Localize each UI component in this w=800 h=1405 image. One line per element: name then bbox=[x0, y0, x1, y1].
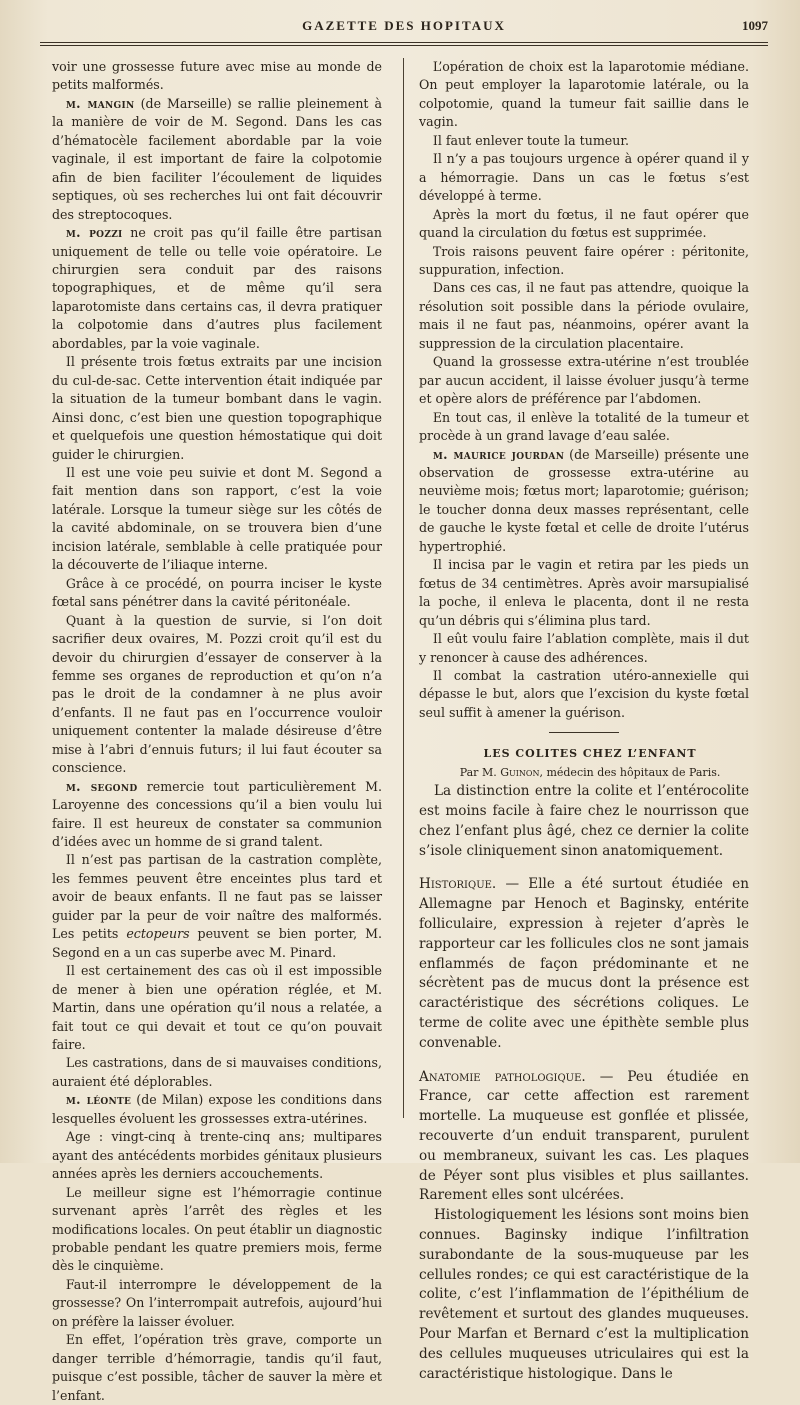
paragraph-text: (de Marseille) présente une observation de grossesse extra-utérine au neuvième mois; fœtus mort; laparotomie; guérison; le toucher donna deux masses représentant, celle de gauche le kyste fœtal et celle de droite l’utérus hypertrophié. bbox=[419, 446, 749, 554]
paragraph: Faut-il interrompre le développement de la grossesse? On l’interrompait autrefois, aujourd’hui on préfère la laisser évoluer. bbox=[52, 1276, 382, 1329]
journal-title: GAZETTE DES HOPITAUX bbox=[302, 18, 506, 33]
paragraph: Trois raisons peuvent faire opérer : péritonite, suppuration, infection. bbox=[419, 243, 749, 277]
paragraph: Il n’y a pas toujours urgence à opérer quand il y a hémorragie. Dans un cas le fœtus s’est développé à terme. bbox=[419, 151, 749, 204]
paragraph: Il présente trois fœtus extraits par une incision du cul-de-sac. Cette intervention était indiquée par la situation de la tumeur bombant dans le vagin. Ainsi donc, c’est bien une question topographique et quelquefois une question hémostatique qui doit guider le chirurgien. bbox=[52, 354, 382, 462]
paragraph: La distinction entre la colite et l’entérocolite est moins facile à faire chez le nourrisson que chez l’enfant plus âgé, chez ce dernier la colite s’isole cliniquement sinon anatomiquement. bbox=[419, 783, 749, 859]
page-header bbox=[40, 18, 768, 40]
section-heading: Historique. bbox=[419, 876, 497, 893]
paragraph-text: Il n’est pas partisan de la castration complète, les femmes peuvent être enceintes plus tard et avoir de beaux enfants. Il ne faut pas se laisser guider par la peur de voir naître des malformés. Les petits bbox=[52, 852, 382, 942]
paragraph-text: (de Marseille) se rallie pleinement à la manière de voir de M. Segond. Dans les cas d’hématocèle facilement abordable par la voie vaginale, il est important de faire la colpotomie afin de bien faciliter l’écoulement de liquides septiques, où ses recherches lui ont fait découvrir des streptocoques. bbox=[52, 95, 382, 222]
paragraph bbox=[52, 1091, 382, 1128]
author-prefix: Par M. bbox=[459, 765, 501, 779]
paragraph: Le meilleur signe est l’hémorragie continue survenant après l’arrêt des règles et les modifications locales. On peut établir un diagnostic probable pendant les quatre premiers mois, ferme dès le cinquième. bbox=[52, 1184, 382, 1274]
spacer bbox=[419, 1054, 749, 1068]
speaker-name: m. segond bbox=[65, 778, 138, 794]
paragraph: Après la mort du fœtus, il ne faut opérer que quand la circulation du fœtus est supprimée. bbox=[419, 206, 749, 241]
paragraph: Grâce à ce procédé, on pourra inciser le kyste fœtal sans pénétrer dans la cavité péritonéale. bbox=[52, 575, 382, 610]
paragraph bbox=[52, 224, 382, 353]
paragraph bbox=[52, 95, 382, 224]
paragraph: Il est certainement des cas où il est impossible de mener à bien une opération réglée, et M. Martin, dans une opération qu’il nous a relatée, a fait tout ce qui devait et tout ce qu’on pouvait faire. bbox=[52, 963, 382, 1053]
paragraph: Quant à la question de survie, si l’on doit sacrifier deux ovaires, M. Pozzi croit qu’il est du devoir du chirurgien d’essayer de conserver à la femme ses organes de reproduction et qu’on n’a pas le droit de la condamner à ne plus avoir d’enfants. Il ne faut pas en l’occurrence vouloir uniquement contenter la malade désireuse d’être mise à l’abri d’ennuis futurs; il lui faut écouter sa conscience. bbox=[52, 612, 382, 776]
article-body bbox=[419, 782, 749, 1384]
paragraph bbox=[419, 875, 749, 1053]
article-title: LES COLITES CHEZ L’ENFANT bbox=[483, 747, 697, 761]
paragraph bbox=[52, 851, 382, 962]
paragraph bbox=[52, 778, 382, 852]
left-column bbox=[52, 58, 382, 1405]
paragraph: Il incisa par le vagin et retira par les pieds un fœtus de 34 centimètres. Après avoir marsupialisé la poche, il enleva le placenta, dont il ne resta qu’un débris qui s’élimina plus tard. bbox=[419, 557, 749, 628]
paragraph-text: ne croit pas qu’il faille être partisan uniquement de telle ou telle voie opératoire. Le chirurgien sera conduit par des raisons topographiques, et de même qu’il sera laparotomiste dans certains cas, il devra pratiquer la colpotomie dans d’autres plus facilement abordables, par la voie vaginale. bbox=[52, 225, 382, 351]
paragraph: Quand la grossesse extra-utérine n’est troublée par aucun accident, il laisse évoluer jusqu’à terme et opère alors de préférence par l’abdomen. bbox=[419, 354, 749, 407]
paragraph: Il faut enlever toute la tumeur. bbox=[432, 132, 629, 148]
paragraph: Les castrations, dans de si mauvaises conditions, auraient été déplorables. bbox=[52, 1055, 382, 1089]
paragraph-text: remercie tout particulièrement M. Laroyenne des concessions qu’il a bien voulu lui faire. Il est heureux de constater sa communion d’idées avec un homme de si grand talent. bbox=[52, 778, 382, 850]
speaker-name: m. léonte bbox=[65, 1092, 132, 1108]
author-suffix: , médecin des hôpitaux de Paris. bbox=[539, 765, 721, 779]
page-number: 1097 bbox=[742, 18, 768, 33]
paragraph-text: — Elle a été surtout étudiée en Allemagne par Henoch et Baginsky, entérite folliculaire, expression à rejeter d’après le rapporteur car les follicules clos ne sont jamais enflammés de façon prédominante et ne sécrètent pas de mucus dont la présence est caractéristique des sécrétions coliques. Le terme de colite avec une épithète semble plus convenable. bbox=[419, 876, 749, 1051]
paragraph: Age : vingt-cinq à trente-cinq ans; multipares ayant des antécédents morbides génitaux plusieurs années après les derniers accouchements. bbox=[52, 1129, 382, 1182]
header-rule-bottom bbox=[40, 45, 768, 46]
author-name: Guinon bbox=[500, 765, 540, 779]
article-author bbox=[419, 764, 749, 782]
article-divider bbox=[549, 732, 619, 733]
paragraph-text: (de Milan) expose les conditions dans lesquelles évoluent les grossesses extra-utérines. bbox=[52, 1092, 382, 1126]
paragraph: L’opération de choix est la laparotomie médiane. On peut employer la laparotomie latérale, ou la colpotomie, quand la tumeur fait saillie dans le vagin. bbox=[419, 59, 749, 130]
speaker-name: m. pozzi bbox=[65, 225, 123, 241]
paragraph: voir une grossesse future avec mise au monde de petits malformés. bbox=[52, 59, 382, 93]
paragraph: Il combat la castration utéro-annexielle qui dépasse le but, alors que l’excision du kyste fœtal seul suffit à amener la guérison. bbox=[419, 667, 749, 720]
speaker-name: m. mangin bbox=[65, 95, 135, 111]
italic-term: ectopeurs bbox=[126, 926, 190, 942]
speaker-name: m. maurice jourdan bbox=[432, 446, 565, 462]
column-separator bbox=[403, 58, 404, 1118]
paragraph-text: peuvent se bien porter, M. Segond en a un cas superbe avec M. Pinard. bbox=[52, 926, 382, 960]
right-column bbox=[419, 58, 749, 1384]
paragraph-text: — Peu étudiée en France, car cette affection est rarement mortelle. La muqueuse est gonflée et plissée, recouverte d’un enduit transparent, purulent ou membraneux, suivant les cas. Les plaques de Péyer sont plus visibles et plus saillantes. Rarement elles sont ulcérées. bbox=[419, 1068, 749, 1204]
paragraph bbox=[419, 446, 749, 557]
paragraph: En tout cas, il enlève la totalité de la tumeur et procède à un grand lavage d’eau salée. bbox=[419, 409, 749, 444]
paragraph: En effet, l’opération très grave, comporte un danger terrible d’hémorragie, tandis qu’il faut, puisque c’est possible, tâcher de sauver la mère et l’enfant. bbox=[52, 1332, 382, 1403]
spacer bbox=[419, 861, 749, 875]
paragraph bbox=[419, 1068, 749, 1207]
section-heading: Anatomie pathologique. bbox=[419, 1068, 586, 1085]
paragraph: Il est une voie peu suivie et dont M. Segond a fait mention dans son rapport, c’est la voie latérale. Lorsque la tumeur siège sur les côtés de la cavité abdominale, on se trouvera bien d’une incision latérale, semblable à celle pratiquée pour la découverte de l’iliaque interne. bbox=[52, 464, 382, 573]
paragraph: Il eût voulu faire l’ablation complète, mais il dut y renoncer à cause des adhérences. bbox=[419, 631, 749, 665]
header-rule-top bbox=[40, 42, 768, 43]
paragraph: Histologiquement les lésions sont moins bien connues. Baginsky indique l’infiltration surabondante de la sous-muqueuse par les cellules rondes; ce qui est caractéristique de la colite, c’est l’inflammation de l’épithélium de revêtement et surtout des glandes muqueuses. Pour Marfan et Bernard c’est la multiplication des cellules muqueuses utriculaires qui est la caractéristique histologique. Dans le bbox=[419, 1207, 749, 1382]
paragraph: Dans ces cas, il ne faut pas attendre, quoique la résolution soit possible dans la période ovulaire, mais il ne faut pas, néanmoins, opérer avant la suppression de la circulation placentaire. bbox=[419, 280, 749, 351]
